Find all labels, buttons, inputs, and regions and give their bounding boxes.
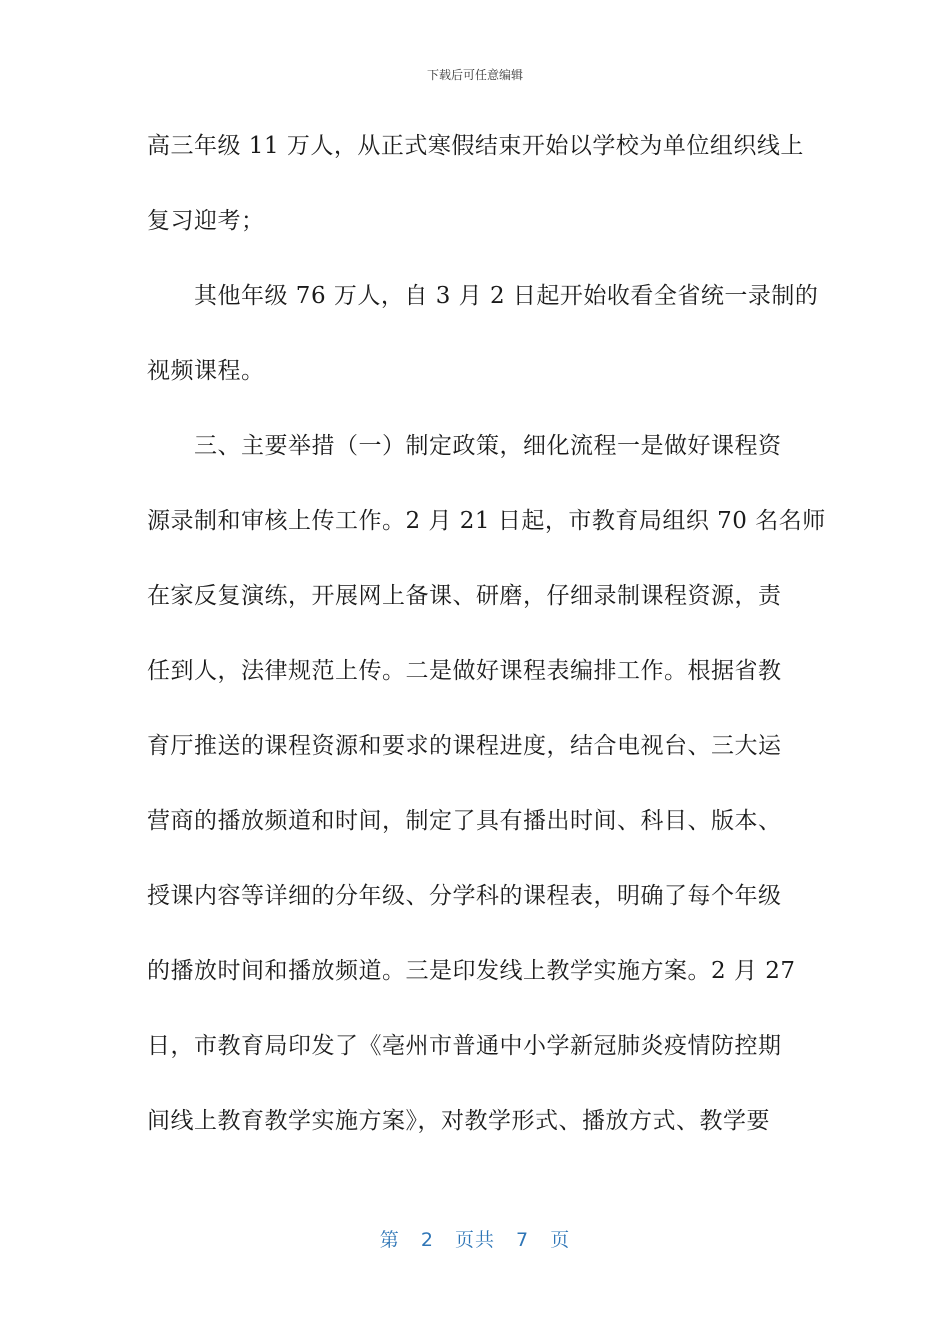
total-page-count: 7	[516, 1229, 530, 1251]
text-line: 高三年级 11 万人，从正式寒假结束开始以学校为单位组织线上	[147, 133, 804, 159]
text-line: 的播放时间和播放频道。三是印发线上教学实施方案。2 月 27	[147, 958, 796, 984]
page-footer	[0, 1225, 950, 1252]
text-line: 其他年级 76 万人，自 3 月 2 日起开始收看全省统一录制的	[147, 283, 819, 309]
footer-suffix: 页	[550, 1229, 571, 1251]
footer-prefix: 第	[379, 1229, 400, 1251]
text-line: 间线上教育教学实施方案》，对教学形式、播放方式、教学要	[147, 1108, 770, 1134]
text-line: 任到人，法律规范上传。二是做好课程表编排工作。根据省教	[147, 658, 782, 684]
text-line: 日，市教育局印发了《亳州市普通中小学新冠肺炎疫情防控期	[147, 1033, 782, 1059]
text-line: 授课内容等详细的分年级、分学科的课程表，明确了每个年级	[147, 883, 782, 909]
text-line: 营商的播放频道和时间，制定了具有播出时间、科目、版本、	[147, 808, 782, 834]
text-line: 视频课程。	[147, 358, 265, 384]
footer-middle: 页共	[454, 1229, 495, 1251]
document-body	[147, 118, 826, 1168]
text-line: 复习迎考；	[147, 208, 265, 234]
current-page-number: 2	[420, 1229, 434, 1251]
header-note: 下载后可任意编辑	[426, 68, 523, 82]
text-line: 三、主要举措（一）制定政策，细化流程一是做好课程资	[147, 433, 782, 459]
text-line: 在家反复演练，开展网上备课、研磨，仔细录制课程资源，责	[147, 583, 782, 609]
text-line: 源录制和审核上传工作。2 月 21 日起，市教育局组织 70 名名师	[147, 508, 826, 534]
text-line: 育厅推送的课程资源和要求的课程进度，结合电视台、三大运	[147, 733, 782, 759]
